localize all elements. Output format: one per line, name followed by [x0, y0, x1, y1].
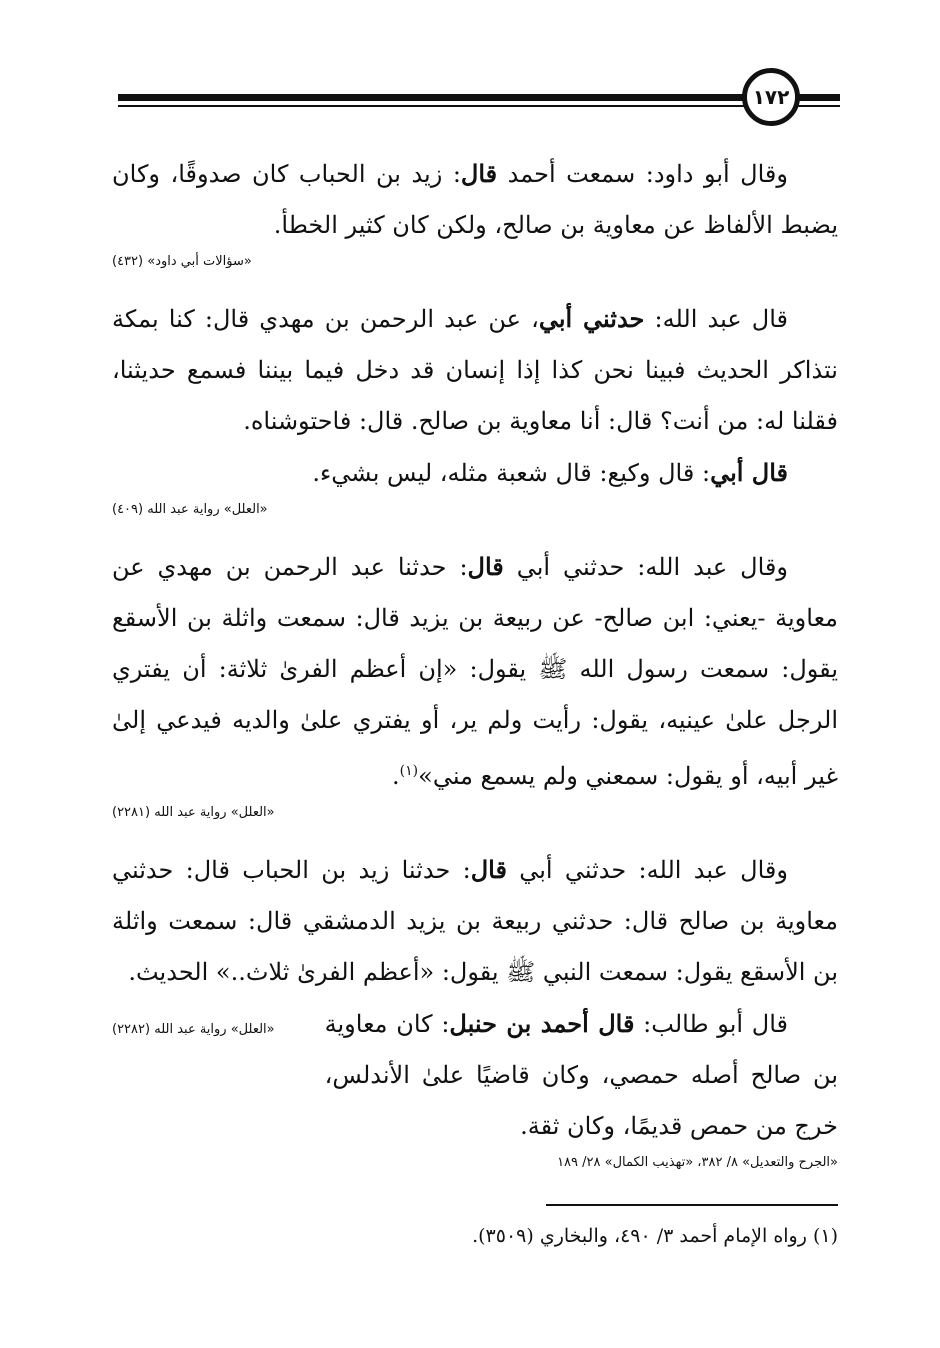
text-run: وقال أبو داود: سمعت أحمد	[497, 160, 788, 188]
footnote-separator	[546, 1204, 838, 1206]
header-rule-right	[798, 94, 840, 101]
source-citation: «سؤالات أبي داود» (٤٣٢)	[112, 254, 252, 269]
text-run: وقال عبد الله: حدثني أبي	[506, 856, 788, 884]
text-run: قال عبد الله:	[644, 305, 788, 333]
paragraph-abdullah-1	[112, 293, 838, 447]
page-number-badge	[742, 68, 800, 126]
paragraph-abu-dawud	[112, 148, 838, 251]
text-run: قال أبو طالب:	[634, 1010, 788, 1038]
page-number: ١٧٢	[752, 85, 790, 109]
text-run: : زيد بن الحباب كان صدوقًا، وكان يضبط الألفاظ عن معاوية بن صالح، ولكن كان كثير الخطأ.	[112, 160, 838, 239]
bold-text-run: قال أبي	[710, 458, 788, 487]
text-run: وقال عبد الله: حدثني أبي	[503, 553, 788, 581]
paragraph-abi-waki	[112, 447, 838, 499]
source-citation: «الجرح والتعديل» ٨/ ٣٨٢، «تهذيب الكمال» ٢٨/ ١٨٩	[557, 1155, 838, 1170]
header-rule-thin	[118, 105, 746, 107]
footnote-marker[interactable]: (١)	[399, 763, 419, 779]
text-run: ، عن عبد الرحمن بن مهدي قال: كنا بمكة نتذاكر الحديث فبينا نحن كذا إذا إنسان قد دخل فيما بيننا فسمع حديثنا، فقلنا له: من أنت؟ قال: أنا معاوية بن صالح. قال: فاحتوشناه.	[112, 305, 838, 435]
bold-text-run: قال	[470, 855, 507, 884]
bold-text-run: حدثني أبي	[538, 304, 645, 333]
paragraph-abdullah-2: وقال عبد الله: حدثني أبي قال: حدثنا عبد الرحمن بن مهدي عن معاوية -يعني: ابن صالح- عن ربيعة بن يزيد قال: سمعت واثلة بن الأسقع يقول: سمعت رسول الله ﷺ يقول: «إن أعظم الفرىٰ ثلاثة: أن يفتري الرجل علىٰ عينيه، يقول: رأيت ولم ير، أو يفتري علىٰ والديه فيدعي إلىٰ غير أبيه، أو يقول: سمعني ولم يسمع مني»$^{(١)}$.	[112, 552, 838, 790]
bold-text-run: قال أحمد بن حنبل	[449, 1009, 635, 1038]
footnote: (١) رواه الإمام أحمد ٣/ ٤٩٠، والبخاري (٣٥٠٩).	[472, 1225, 838, 1247]
bold-text-run: قال	[467, 552, 504, 581]
bold-text-run: قال	[460, 159, 498, 188]
text-run: : حدثنا زيد بن الحباب قال: حدثني معاوية بن صالح قال: حدثني ربيعة بن يزيد الدمشقي قال: سمعت واثلة بن الأسقع يقول: سمعت النبي ﷺ يقول: «أعظم الفرىٰ ثلاث..» الحديث.	[112, 856, 838, 986]
text-run: : قال وكيع: قال شعبة مثله، ليس بشيء.	[312, 459, 711, 487]
text-run: : حدثنا عبد الرحمن بن مهدي عن معاوية -يعني: ابن صالح- عن ربيعة بن يزيد قال: سمعت واثلة بن الأسقع يقول: سمعت رسول الله ﷺ يقول: «إن أعظم الفرىٰ ثلاثة: أن يفتري الرجل علىٰ عينيه، يقول: رأيت ولم ير، أو يفتري علىٰ والديه فيدعي إلىٰ غير أبيه، أو يقول: سمعني ولم يسمع مني»	[112, 553, 838, 790]
text-run: : كان معاوية بن صالح أصله حمصي، وكان قاضيًا علىٰ الأندلس، خرج من حمص قديمًا، وكان ثقة.	[324, 1010, 838, 1140]
source-citation: «العلل» رواية عبد الله (٢٢٨٢)	[112, 1022, 275, 1037]
source-citation: «العلل» رواية عبد الله (٤٠٩)	[112, 502, 268, 517]
header-rule-right-thin	[798, 105, 840, 107]
source-citation: «العلل» رواية عبد الله (٢٢٨١)	[112, 805, 275, 820]
page-body	[112, 148, 838, 1194]
page-header	[0, 0, 940, 140]
header-rule-thick	[118, 94, 746, 101]
